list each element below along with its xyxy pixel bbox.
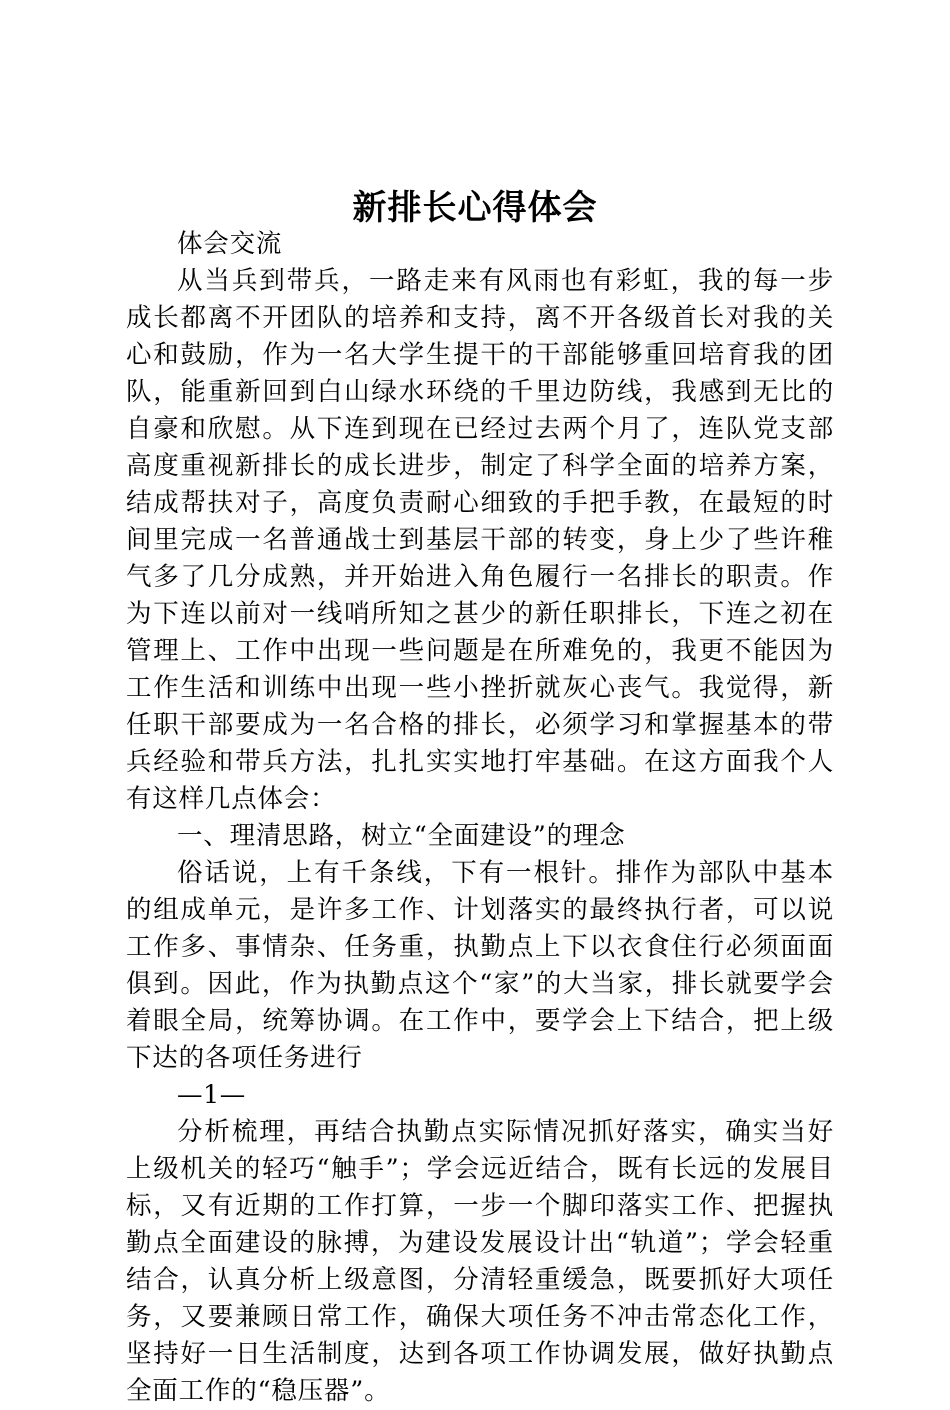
document-title: 新排长心得体会 bbox=[352, 188, 598, 228]
paragraph-section-1: 俗话说，上有千条线，下有一根针。排作为部队中基本的组成单元，是许多工作、计划落实的最终执行者，可以说工作多、事情杂、任务重，执勤点上下以衣食住行必须面面俱到。因此，作为执勤点这个“家”的大当家，排长就要学会着眼全局，统筹协调。在工作中，要学会上下结合，把上级下达的各项任务进行 bbox=[126, 858, 834, 1073]
paragraph-section-1-continued: 分析梳理，再结合执勤点实际情况抓好落实，确实当好上级机关的轻巧“触手”；学会远近结合，既有长远的发展目标，又有近期的工作打算，一步一个脚印落实工作、把握执勤点全面建设的脉搏，为建设发展设计出“轨道”；学会轻重结合，认真分析上级意图，分清轻重缓急，既要抓好大项任务，又要兼顾日常工作，确保大项任务不冲击常态化工作，坚持好一日生活制度，达到各项工作协调发展，做好执勤点全面工作的“稳压器”。 bbox=[126, 1117, 834, 1406]
section-label: 体会交流 bbox=[177, 229, 283, 259]
document-body bbox=[126, 226, 834, 1410]
paragraph-intro: 从当兵到带兵，一路走来有风雨也有彩虹，我的每一步成长都离不开团队的培养和支持，离不开各级首长对我的关心和鼓励，作为一名大学生提干的干部能够重回培育我的团队，能重新回到白山绿水环绕的千里边防线，我感到无比的自豪和欣慰。从下连到现在已经过去两个月了，连队党支部高度重视新排长的成长进步，制定了科学全面的培养方案，结成帮扶对子，高度负责耐心细致的手把手教，在最短的时间里完成一名普通战士到基层干部的转变，身上少了些许稚气多了几分成熟，并开始进入角色履行一名排长的职责。作为下连以前对一线哨所知之甚少的新任职排长，下连之初在管理上、工作中出现一些问题是在所难免的，我更不能因为工作生活和训练中出现一些小挫折就灰心丧气。我觉得，新任职干部要成为一名合格的排长，必须学习和掌握基本的带兵经验和带兵方法，扎扎实实地打牢基础。在这方面我个人有这样几点体会： bbox=[126, 266, 834, 814]
page-number: —1— bbox=[177, 1080, 246, 1110]
section-heading: 一、理清思路，树立“全面建设”的理念 bbox=[177, 821, 626, 851]
